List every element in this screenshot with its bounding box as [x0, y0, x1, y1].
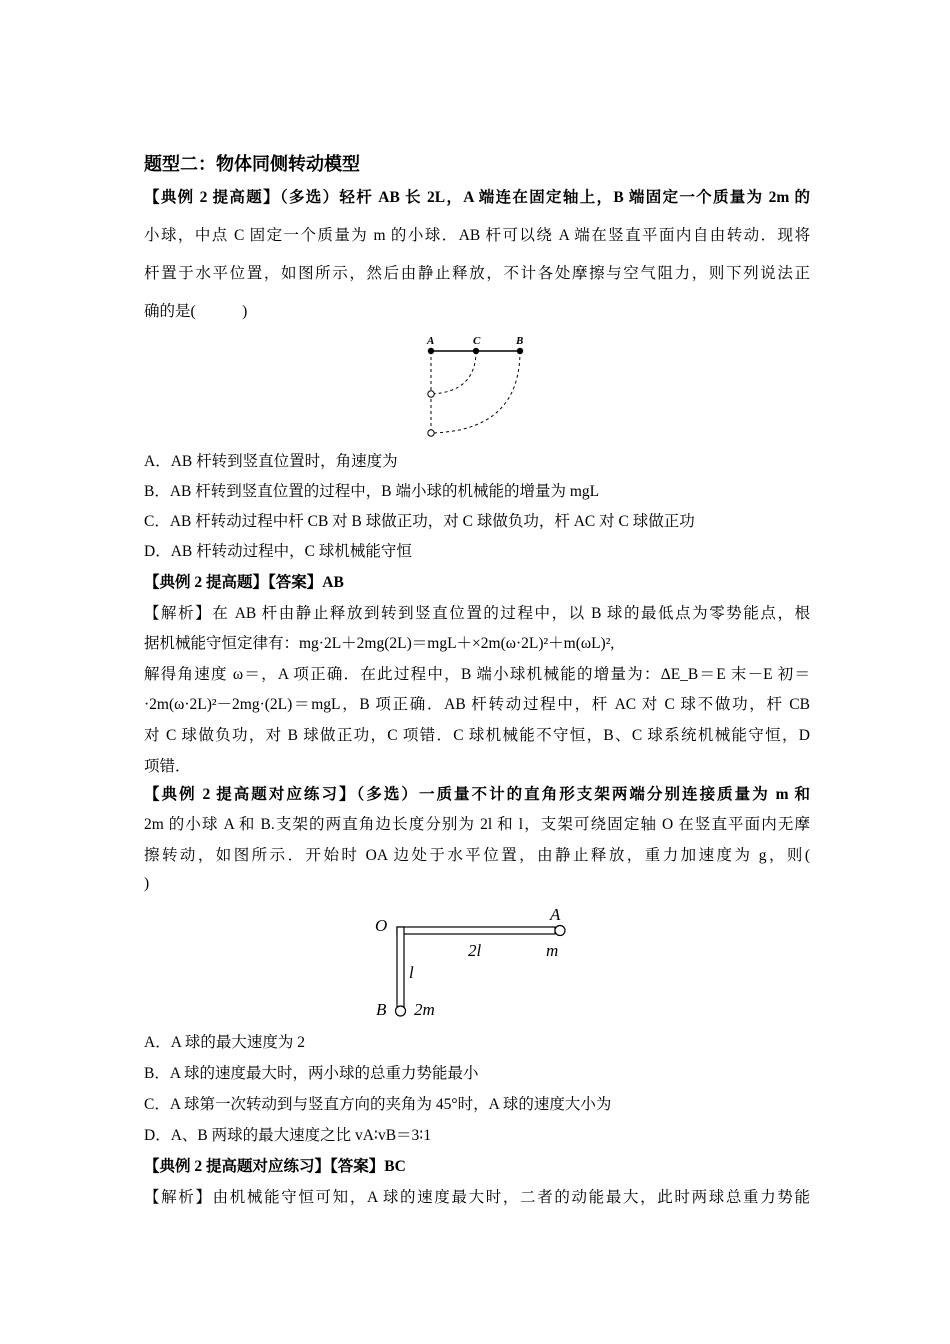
fig2-label-b: B: [376, 1000, 387, 1019]
q2-answer: 【典例 2 提高题对应练习】【答案】BC: [144, 1158, 406, 1175]
q2-stem-line-1: 【典例 2 提高题对应练习】（多选）一质量不计的直角形支架两端分别连接质量为 m 和: [144, 786, 810, 803]
q1-stem-line-3: 杆置于水平位置，如图所示，然后由静止释放，不计各处摩擦与空气阻力，则下列说法正: [144, 265, 810, 282]
fig2-label-o: O: [375, 916, 388, 935]
fig2-label-2l: 2l: [468, 941, 482, 960]
q2-option-d: D．A、B 两球的最大速度之比 vA∶vB＝3∶1: [144, 1127, 432, 1144]
section-heading: 题型二：物体同侧转动模型: [144, 154, 360, 175]
q2-option-a: A．A 球的最大速度为 2: [144, 1034, 306, 1051]
fig1-label-a: A: [427, 335, 435, 347]
q1-answer: 【典例 2 提高题】【答案】AB: [144, 574, 344, 591]
fig2-arm-oa: [397, 927, 555, 934]
q2-option-c: C．A 球第一次转动到与竖直方向的夹角为 45°时，A 球的速度大小为: [144, 1096, 612, 1113]
q1-analysis-line-1: 【解析】在 AB 杆由静止释放到转到竖直位置的过程中，以 B 球的最低点为零势能点，根: [144, 605, 810, 622]
q1-analysis-line-3: 解得角速度 ω＝，A 项正确．在此过程中，B 端小球机械能的增量为：ΔE_B＝E 末－E 初＝: [144, 666, 810, 683]
fig2-label-a: A: [550, 905, 561, 924]
q1-option-d: D．AB 杆转动过程中，C 球机械能守恒: [144, 543, 412, 560]
q1-rod-figure: [410, 334, 540, 444]
fig2-ball-b: [396, 1006, 406, 1016]
q1-analysis-line-4: ·2m(ω·2L)²－2mg·(2L)＝mgL，B 项正确．AB 杆转动过程中，杆 AC 对 C 球不做功，杆 CB: [144, 696, 810, 713]
fig1-ball-c-final: [428, 391, 434, 397]
fig2-arm-ob: [397, 927, 404, 1008]
q1-option-c: C．AB 杆转动过程中杆 CB 对 B 球做正功，对 C 球做负功，杆 AC 对 C 球做正功: [144, 513, 695, 530]
fig1-arc-c: [431, 351, 476, 394]
q2-stem-line-4: ): [144, 875, 150, 892]
q2-stem-line-3: 擦转动，如图所示．开始时 OA 边处于水平位置，由静止释放，重力加速度为 g，则(: [144, 847, 810, 864]
q2-analysis-line-1: 【解析】由机械能守恒可知，A 球的速度最大时，二者的动能最大，此时两球总重力势能: [144, 1189, 810, 1206]
q1-analysis-line-5: 对 C 球做负功，对 B 球做正功，C 项错．C 球机械能不守恒，B、C 球系统机械能守恒，D: [144, 727, 810, 744]
fig1-label-c: C: [473, 335, 481, 347]
fig2-ball-a: [555, 926, 565, 936]
fig1-ball-b-final: [428, 430, 434, 436]
fig1-arc-b: [431, 351, 520, 433]
q2-stem-line-2: 2m 的小球 A 和 B.支架的两直角边长度分别为 2l 和 l，支架可绕固定轴 O 在竖直平面内无摩: [144, 816, 810, 833]
fig1-label-b: B: [516, 335, 524, 347]
q1-stem-line-1: 【典例 2 提高题】（多选）轻杆 AB 长 2L，A 端连在固定轴上，B 端固定一个质量为 2m 的: [144, 189, 810, 206]
q1-analysis-line-2: 据机械能守恒定律有：mg·2L＋2mg(2L)＝mgL＋×2m(ω·2L)²＋m(ωL)²,: [144, 635, 615, 652]
fig2-label-m: m: [546, 941, 559, 960]
fig2-label-2m: 2m: [414, 1000, 435, 1019]
q1-option-a: A．AB 杆转到竖直位置时，角速度为: [144, 453, 398, 470]
q2-option-b: B．A 球的速度最大时，两小球的总重力势能最小: [144, 1065, 479, 1082]
q1-stem-line-4: 确的是( ): [144, 303, 248, 320]
q1-analysis-line-6: 项错．: [144, 758, 191, 775]
q2-bracket-figure: [370, 900, 580, 1025]
fig2-label-l: l: [409, 963, 414, 982]
q1-stem-line-2: 小球，中点 C 固定一个质量为 m 的小球．AB 杆可以绕 A 端在竖直平面内自由转动．现将: [144, 227, 810, 244]
q1-option-b: B．AB 杆转到竖直位置的过程中，B 端小球的机械能的增量为 mgL: [144, 483, 600, 500]
